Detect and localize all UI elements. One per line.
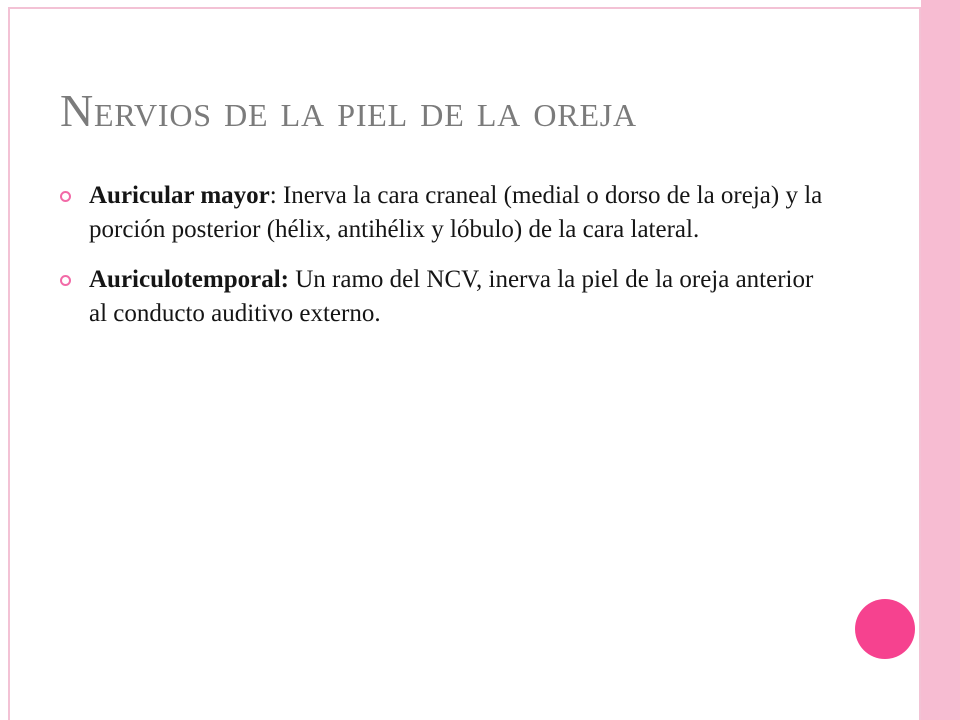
- slide-title: Nervios de la piel de la oreja: [60, 85, 637, 136]
- right-decorative-band: [921, 0, 960, 720]
- bullet-description: Inerva la cara craneal (medial o dorso de la oreja) y la porción posterior (hélix, antihélix y lóbulo) de la cara lateral.: [89, 182, 823, 243]
- bullet-circle-icon: [60, 275, 71, 286]
- bullet-description: Un ramo del NCV, inerva la piel de la oreja anterior al conducto auditivo externo.: [89, 266, 814, 327]
- bullet-separator: :: [269, 182, 277, 209]
- bullet-item-auricular-mayor: [58, 179, 823, 247]
- accent-circle-icon: [855, 599, 915, 659]
- bullet-item-auriculotemporal: [58, 263, 823, 331]
- bullet-term: Auriculotemporal:: [89, 266, 289, 293]
- bullet-term: Auricular mayor: [89, 182, 270, 209]
- bullet-list: [58, 179, 823, 347]
- bullet-circle-icon: [60, 191, 71, 202]
